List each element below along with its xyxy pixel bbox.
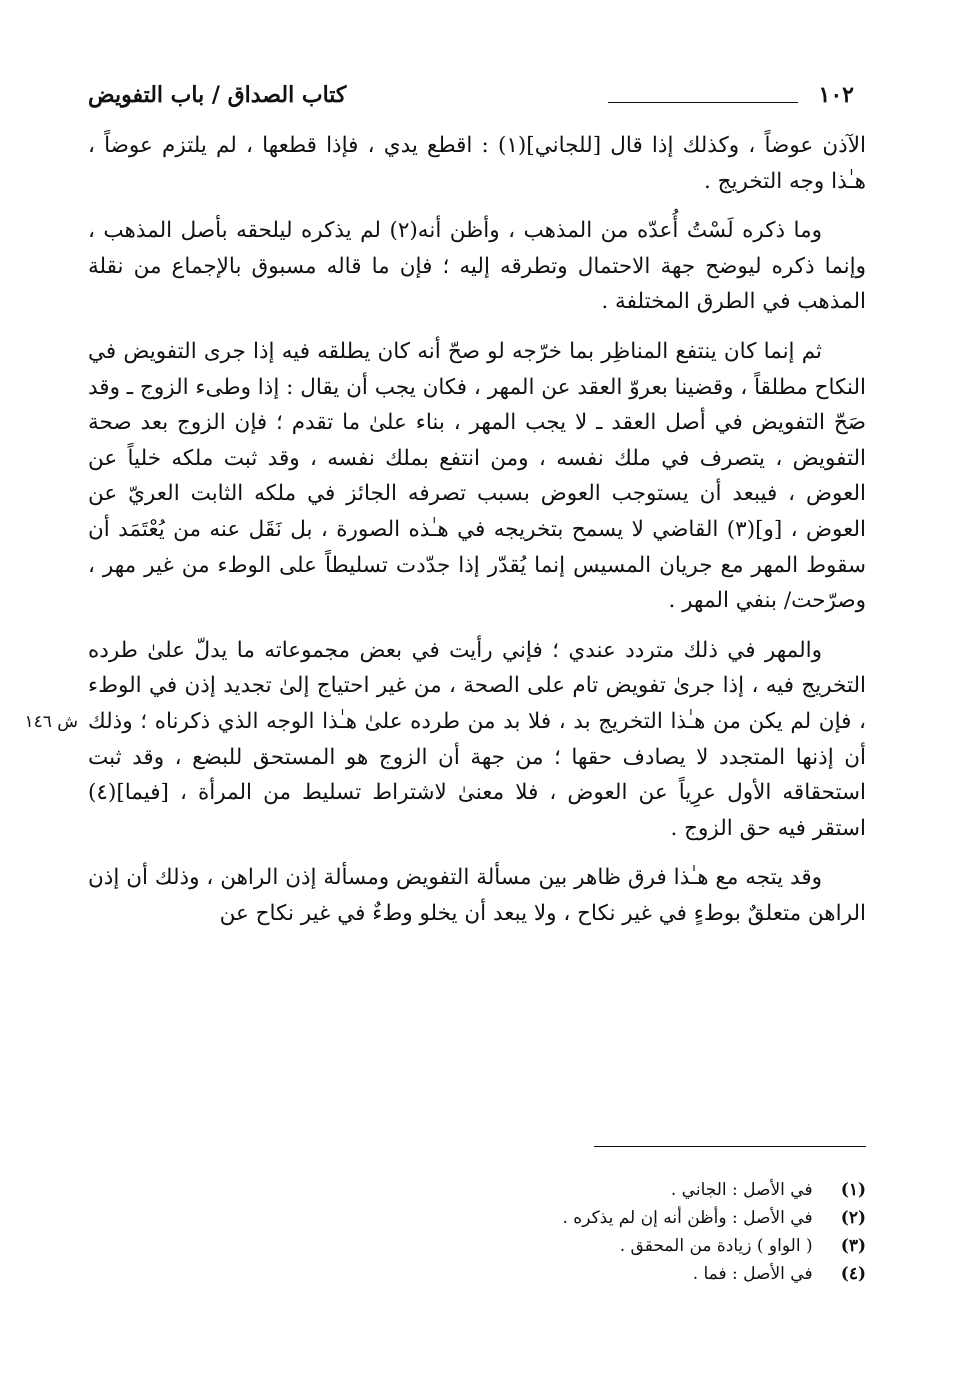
footnote-text: في الأصل : وأظن أنه إن لم يذكره .: [562, 1208, 813, 1228]
footnote: [266, 1204, 866, 1232]
paragraph: ثم إنما كان ينتفع المناظِر بما خرّجه لو صحّ أنه كان يطلقه فيه إذا جرى التفويض في النكاح مطلقاً ، وقضينا بعروّ العقد عن المهر ، فكان يجب أن يقال : إذا وطىء الزوج ـ وقد صَحّ التفويض في أصل العقد ـ لا يجب المهر ، بناء علىٰ ما تقدم ؛ فإن الزوج بعد صحة التفويض ، يتصرف في ملك نفسه ، ومن انتفع بملك نفسه ، وقد ثبت ملكه خلياً عن العوض ، فيبعد أن يستوجب العوض بسبب تصرفه الجائز في ملكه الثابت العريّ عن العوض ، [و](٣) القاضي لا يسمح بتخريجه في هـٰذه الصورة ، بل نَقَل عنه من يُعْتَمَد أن سقوط المهر مع جريان المسيس إنما يُقدّر إذا جدّدت تسليطاً على الوطء من غير مهر ، وصرّحت/ بنفي المهر .: [88, 338, 866, 614]
page-number: ١٠٢: [818, 82, 854, 108]
footnote-number: (٤): [840, 1264, 866, 1284]
footnote-text: في الأصل : فما .: [692, 1264, 813, 1284]
paragraph: وما ذكره لَسْتُ أُعدّه من المذهب ، وأظن أنه(٢) لم يذكره ليلحقه بأصل المذهب ، وإنما ذكره ليوضح جهة الاحتمال وتطرقه إليه ؛ فإن ما قاله مسبوق بالإجماع من نقلة المذهب في الطرق المختلفة .: [88, 218, 866, 315]
footnote-separator: [594, 1146, 866, 1147]
footnote: [266, 1232, 866, 1260]
paragraph: والمهر في ذلك متردد عندي ؛ فإني رأيت في بعض مجموعاته ما يدلّ علىٰ طرده التخريج فيه ، إذا جرىٰ تفويض تام على الصحة ، من غير احتياج إلىٰ تجديد إذن في الوطء ، فإن لم يكن من هـٰذا التخريج بد ، فلا بد من طرده علىٰ هـٰذا الوجه الذي ذكرناه ؛ وذلك أن إذنها المتجدد لا يصادف حقها ؛ من جهة أن الزوج هو المستحق للبضع ، وقد ثبت استحقاقه الأول عرِياً عن العوض ، فلا معنىٰ لاشتراط تسليط من المرأة ، [فيما](٤) استقر فيه حق الزوج .: [88, 637, 866, 841]
footnote-text: ( الواو ) زيادة من المحقق .: [619, 1236, 813, 1256]
paragraph: الآذن عوضاً ، وكذلك إذا قال [للجاني](١) : اقطع يدي ، فإذا قطعها ، لم يلتزم عوضاً ، هـٰذا وجه التخريج .: [88, 133, 866, 194]
footnote-text: في الأصل : الجاني .: [670, 1180, 813, 1200]
main-text: [88, 128, 866, 945]
footnotes: [266, 1176, 866, 1288]
paragraph: وقد يتجه مع هـٰذا فرق ظاهر بين مسألة التفويض ومسألة إذن الراهن ، وذلك أن إذن الراهن متعلقٌ بوطءٍ في غير نكاح ، ولا يبعد أن يخلو وطءٌ في غير نكاح عن: [88, 865, 866, 926]
footnote-number: (١): [840, 1180, 866, 1200]
margin-folio-note: ش ١٤٦: [24, 712, 78, 732]
footnote-number: (٣): [840, 1236, 866, 1256]
page-header: [88, 82, 854, 116]
footnote-number: (٢): [840, 1208, 866, 1228]
footnote: [266, 1260, 866, 1288]
footnote: [266, 1176, 866, 1204]
running-title: كتاب الصداق / باب التفويض: [88, 82, 347, 108]
header-rule: [608, 102, 798, 103]
